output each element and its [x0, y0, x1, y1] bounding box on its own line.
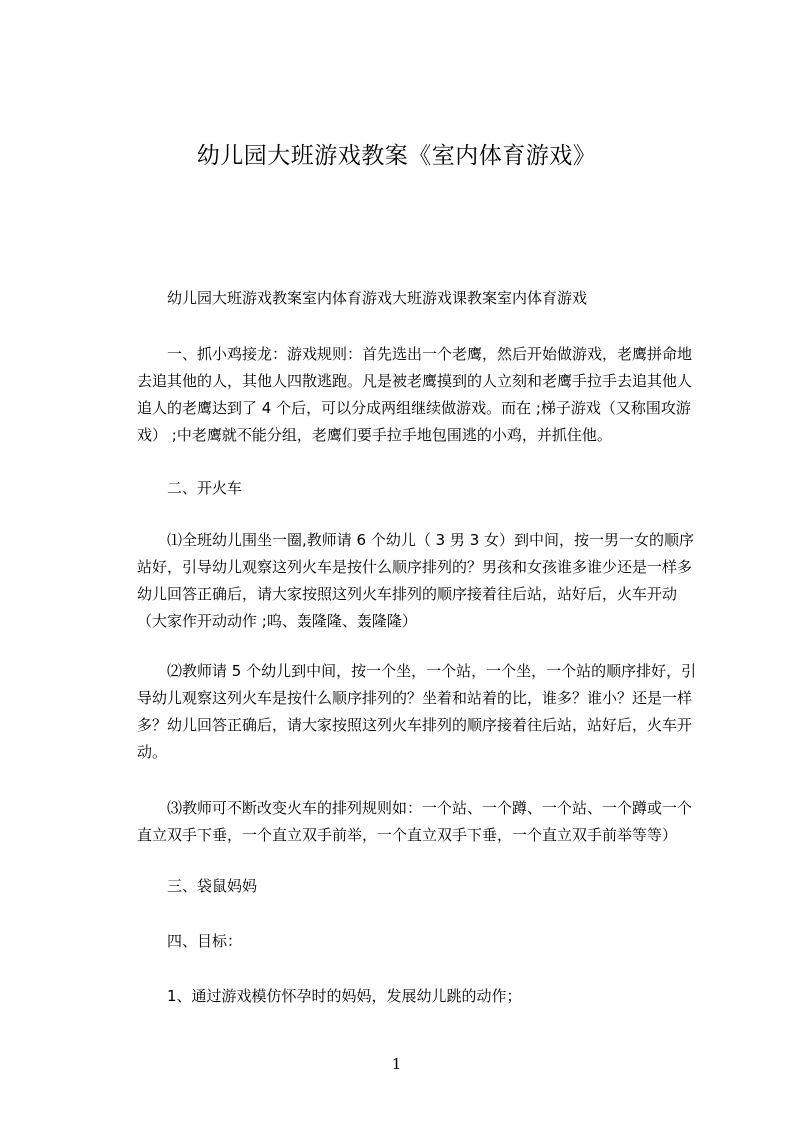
text-line: 站好，引导幼儿观察这列火车是按什么顺序排列的？男孩和女孩谁多谁少还是一样多 [137, 558, 693, 576]
text-line: ⑵教师请 5 个幼儿到中间，按一个坐，一个站，一个坐，一个站的顺序排好，引 [167, 662, 697, 680]
text-line: 幼儿回答正确后，请大家按照这列火车排列的顺序接着往后站，站好后，火车开动 [137, 585, 678, 603]
section-heading-goals [107, 928, 703, 955]
text-line: 1、通过游戏模仿怀孕时的妈妈，发展幼儿跳的动作； [167, 987, 522, 1005]
text-line: 幼儿园大班游戏教案室内体育游戏大班游戏课教案室内体育游戏 [167, 289, 588, 307]
goal-item-one [107, 983, 703, 1010]
train-step-one-paragraph [107, 527, 703, 635]
text-line: 戏） ;中老鹰就不能分组，老鹰们要手拉手地包围逃的小鸡，并抓住他。 [137, 426, 612, 444]
text-line: 二、开火车 [167, 479, 243, 497]
section-heading-train [107, 475, 703, 502]
text-line: 追人的老鹰达到了 4 个后，可以分成两组继续做游戏。而在 ;梯子游戏（又称围攻游 [137, 399, 691, 417]
section-heading-kangaroo [107, 873, 703, 900]
text-line: 多？幼儿回答正确后，请大家按照这列火车排列的顺序接着往后站，站好后，火车开 [137, 716, 693, 734]
text-line: 四、目标： [167, 932, 243, 950]
text-line: 动。 [137, 743, 168, 761]
game-one-paragraph [107, 341, 703, 449]
text-line: ⑶教师可不断改变火车的排列规则如：一个站、一个蹲、一个站、一个蹲或一个 [167, 799, 693, 817]
text-line: 导幼儿观察这列火车是按什么顺序排列的？坐着和站着的比，谁多？谁小？还是一样 [137, 689, 693, 707]
document-title: 幼儿园大班游戏教案《室内体育游戏》 [196, 143, 597, 169]
text-line: 一、抓小鸡接龙：游戏规则：首先选出一个老鹰，然后开始做游戏，老鹰拼命地 [167, 345, 693, 363]
text-line: 三、袋鼠妈妈 [167, 877, 258, 895]
page-number: 1 [391, 1055, 402, 1073]
text-line: 去追其他的人，其他人四散逃跑。凡是被老鹰摸到的人立刻和老鹰手拉手去追其他人 [137, 372, 693, 390]
intro-paragraph [107, 285, 703, 312]
text-line: （大家作开动动作 ;呜、轰隆隆、轰隆隆） [137, 612, 417, 630]
text-line: 直立双手下垂，一个直立双手前举，一个直立双手下垂，一个直立双手前举等等） [137, 826, 678, 844]
text-line: ⑴全班幼儿围坐一圈,教师请 6 个幼儿（ 3 男 3 女）到中间，按一男一女的顺序 [167, 531, 695, 549]
train-step-three-paragraph [107, 795, 703, 849]
train-step-two-paragraph [107, 658, 703, 766]
